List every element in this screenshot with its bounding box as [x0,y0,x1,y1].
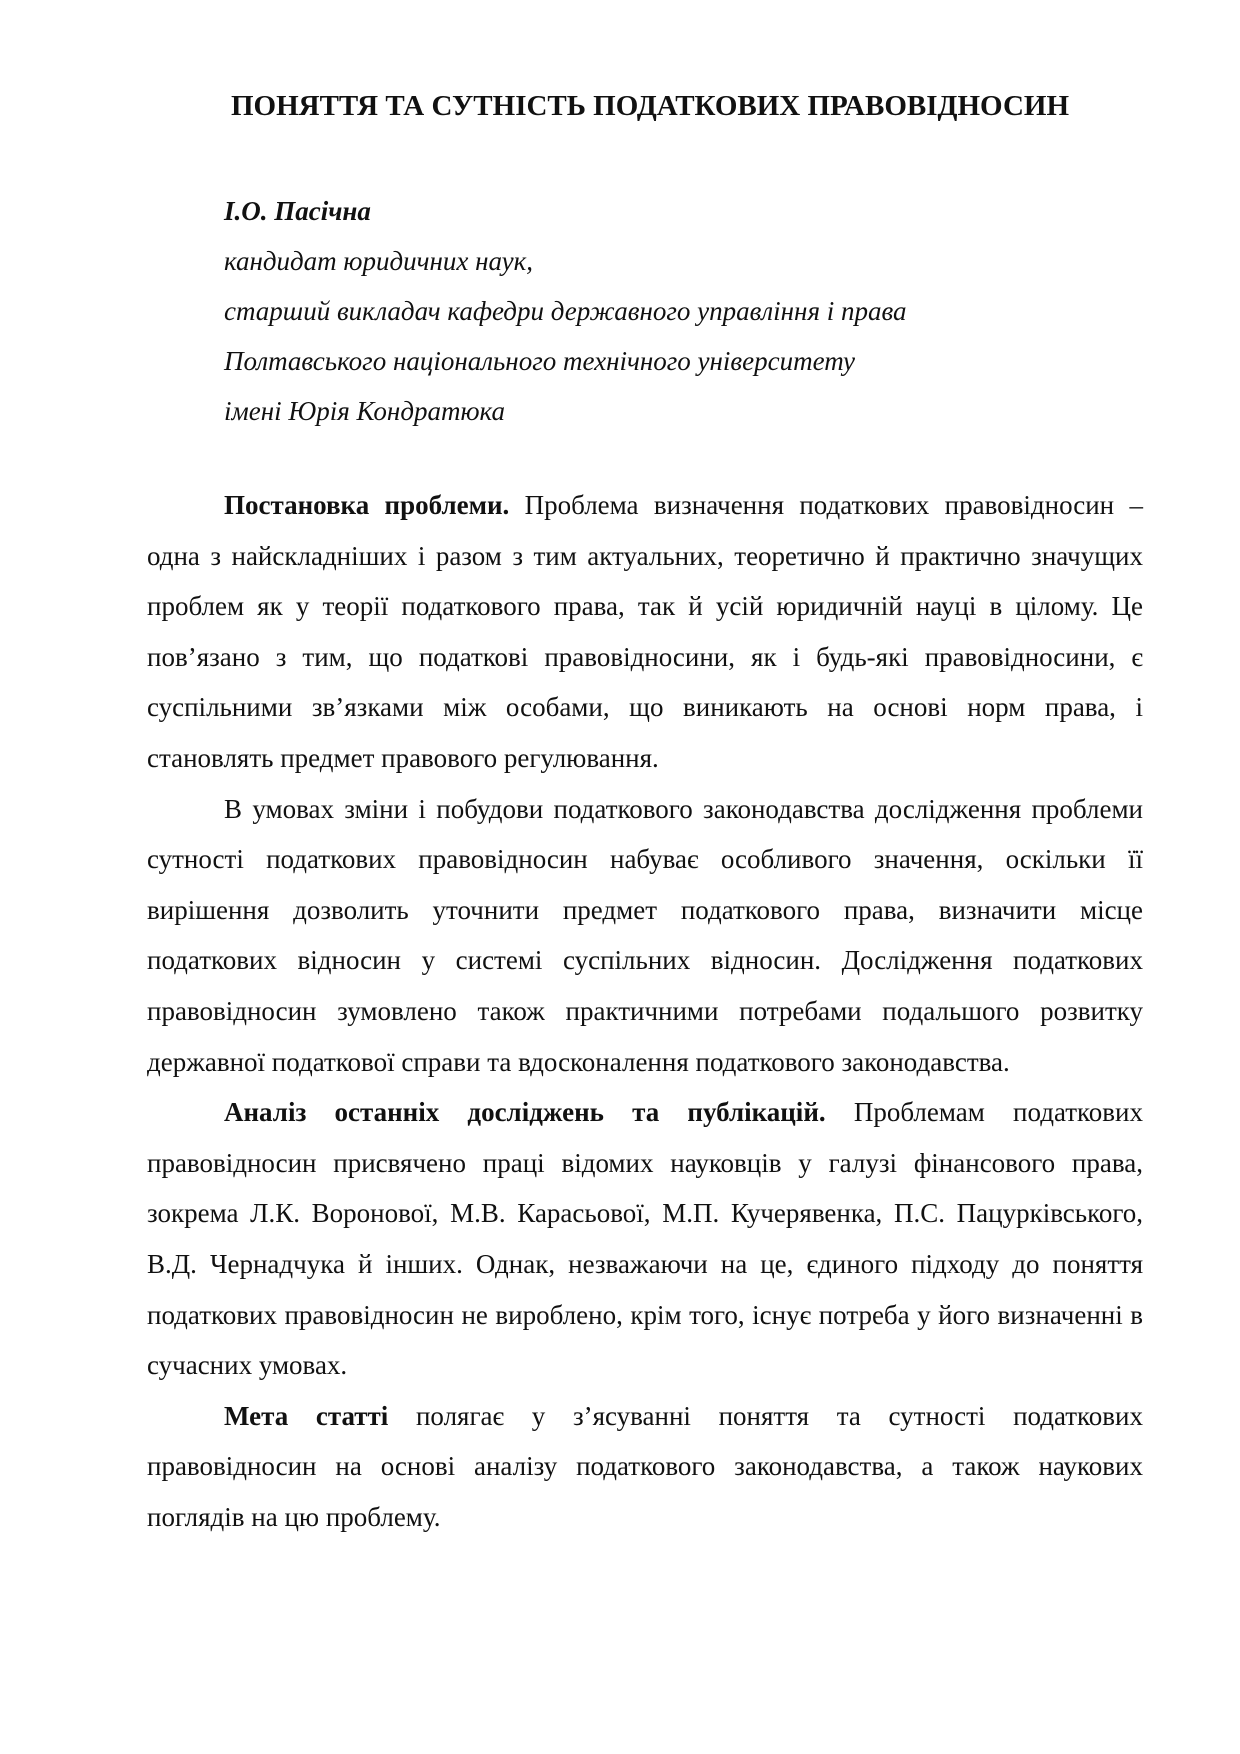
author-university: Полтавського національного технічного університету [224,346,856,376]
paragraph-article-aim [147,1391,1143,1543]
paragraph-text: В умовах зміни і побудови податкового законодавства дослідження проблеми сутності податкових правовідносин набуває особливого значення, оскільки її вирішення дозволить уточнити предмет податкового права, визначити місце податкових відносин у системі суспільних відносин. Дослідження податкових правовідносин зумовлено також практичними потребами подальшого розвитку державної податкової справи та вдосконалення податкового законодавства. [147,793,1143,1077]
article-title: ПОНЯТТЯ ТА СУТНІСТЬ ПОДАТКОВИХ ПРАВОВІДНОСИН [230,90,1070,122]
paragraph-text: Проблемам податкових правовідносин присвячено праці відомих науковців у галузі фінансового права, зокрема Л.К. Воронової, М.В. Карасьової, М.П. Кучерявенка, П.С. Пацурківського, В.Д. Чернадчука й інших. Однак, незважаючи на це, єдиного підходу до поняття податкових правовідносин не вироблено, крім того, існує потреба у його визначенні в сучасних умовах. [147,1097,1143,1381]
paragraph-problem-statement [147,480,1143,784]
author-name: І.О. Пасічна [224,196,371,226]
paragraph-context [147,784,1143,1088]
article-body [147,480,1143,1542]
author-position: старший викладач кафедри державного управління і права [224,296,907,326]
paragraph-lead: Постановка проблеми. [224,490,510,520]
paragraph-lead: Мета статті [224,1400,389,1431]
author-degree: кандидат юридичних наук, [224,246,534,276]
author-university-name: імені Юрія Кондратюка [224,396,505,426]
paragraph-text: Проблема визначення податкових правовідносин – одна з найскладніших і разом з тим актуальних, теоретично й практично значущих проблем як у теорії податкового права, так й усій юридичній науці в цілому. Це пов’язано з тим, що податкові правовідносини, як і будь-які правовідносини, є суспільними зв’язками між особами, що виникають на основі норм права, і становлять предмет правового регулювання. [147,490,1143,773]
paragraph-lead: Аналіз останніх досліджень та публікацій. [224,1097,826,1128]
paragraph-literature-review [147,1087,1143,1391]
paragraph-text: полягає у з’ясуванні поняття та сутності податкових правовідносин на основі аналізу податкового законодавства, а також наукових поглядів на цю проблему. [147,1400,1144,1532]
author-block [224,186,1124,436]
